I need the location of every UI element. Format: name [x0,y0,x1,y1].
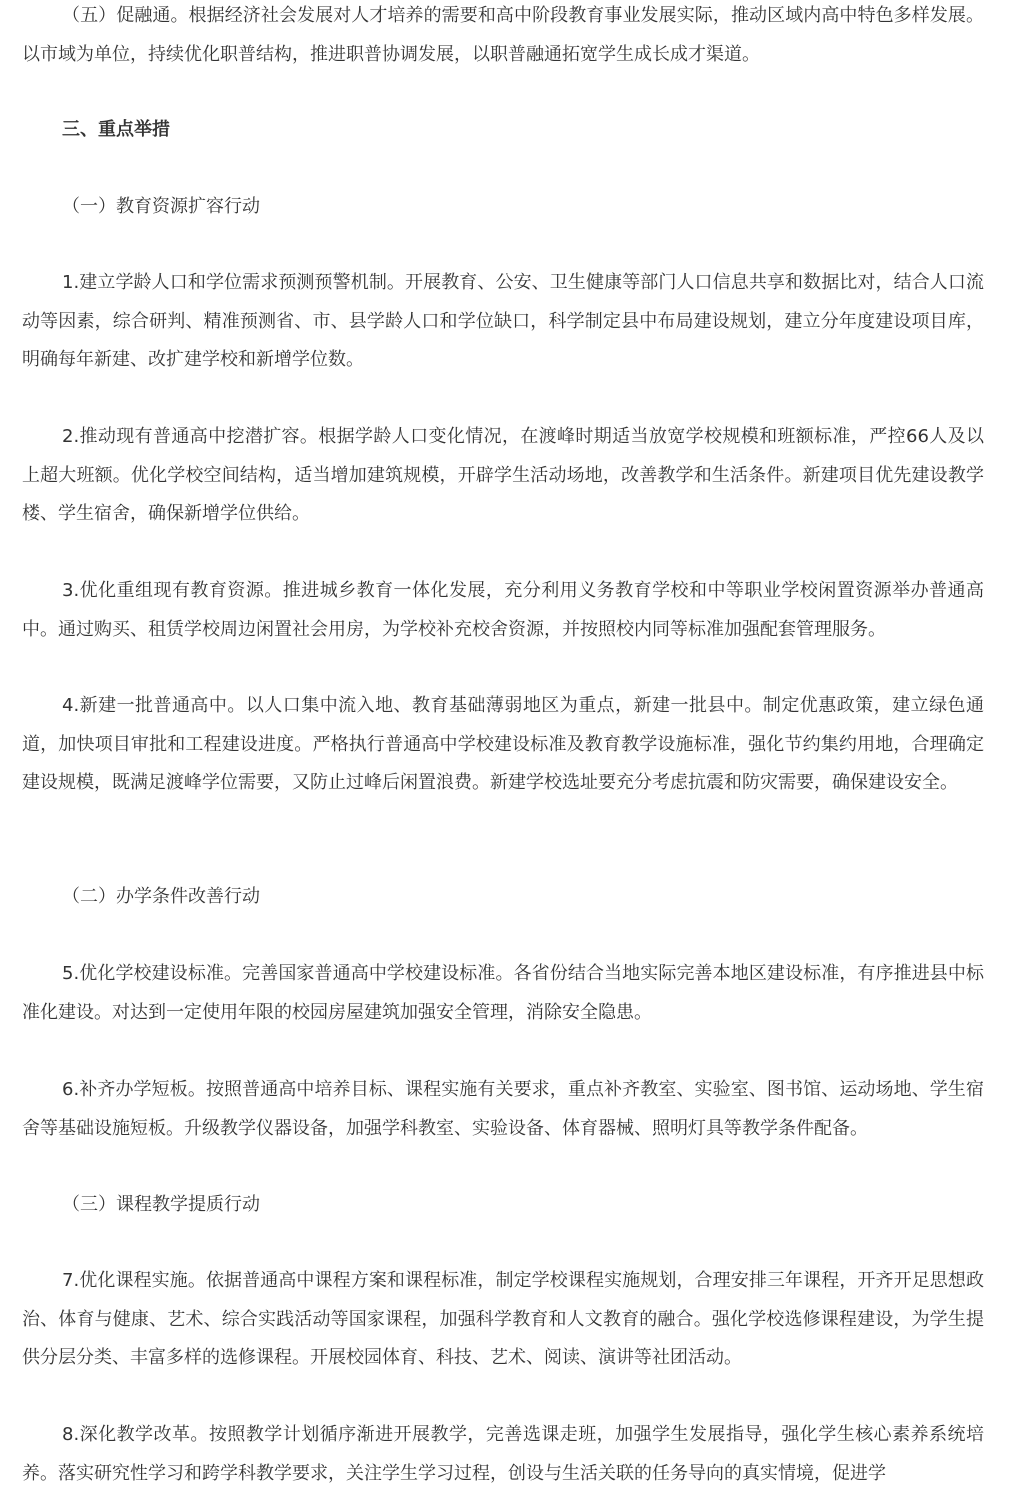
paragraph-item-7: 7.优化课程实施。依据普通高中课程方案和课程标准，制定学校课程实施规划，合理安排三年课程，开齐开足思想政治、体育与健康、艺术、综合实践活动等国家课程，加强科学教育和人文教育的融合。强化学校选修课程建设，为学生提供分层分类、丰富多样的选修课程。开展校园体育、科技、艺术、阅读、演讲等社团活动。 [22,1270,984,1369]
paragraph-item-5: 5.优化学校建设标准。完善国家普通高中学校建设标准。各省份结合当地实际完善本地区建设标准，有序推进县中标准化建设。对达到一定使用年限的校园房屋建筑加强安全管理，消除安全隐患。 [22,963,984,1023]
paragraph-item-3: 3.优化重组现有教育资源。推进城乡教育一体化发展，充分利用义务教育学校和中等职业学校闲置资源举办普通高中。通过购买、租赁学校周边闲置社会用房，为学校补充校舍资源，并按照校内同等标准加强配套管理服务。 [22,580,984,640]
paragraph-intro: （五）促融通。根据经济社会发展对人才培养的需要和高中阶段教育事业发展实际，推动区域内高中特色多样发展。以市域为单位，持续优化职普结构，推进职普协调发展，以职普融通拓宽学生成长成才渠道。 [22,5,984,65]
paragraph-item-6: 6.补齐办学短板。按照普通高中培养目标、课程实施有关要求，重点补齐教室、实验室、图书馆、运动场地、学生宿舍等基础设施短板。升级教学仪器设备，加强学科教室、实验设备、体育器械、照明灯具等教学条件配备。 [22,1079,984,1139]
paragraph-item-8: 8.深化教学改革。按照教学计划循序渐进开展教学，完善选课走班，加强学生发展指导，强化学生核心素养系统培养。落实研究性学习和跨学科教学要求，关注学生学习过程，创设与生活关联的任务导向的真实情境，促进学 [22,1424,984,1484]
subsection-title: （三）课程教学提质行动 [62,1194,260,1215]
subsection-title: （二）办学条件改善行动 [62,886,260,907]
paragraph-item-1: 1.建立学龄人口和学位需求预测预警机制。开展教育、公安、卫生健康等部门人口信息共享和数据比对，结合人口流动等因素，综合研判、精准预测省、市、县学龄人口和学位缺口，科学制定县中布局建设规划，建立分年度建设项目库，明确每年新建、改扩建学校和新增学位数。 [22,272,984,371]
section-title: 三、重点举措 [62,119,170,140]
paragraph-item-4: 4.新建一批普通高中。以人口集中流入地、教育基础薄弱地区为重点，新建一批县中。制定优惠政策，建立绿色通道，加快项目审批和工程建设进度。严格执行普通高中学校建设标准及教育教学设施标准，强化节约集约用地，合理确定建设规模，既满足渡峰学位需要，又防止过峰后闲置浪费。新建学校选址要充分考虑抗震和防灾需要，确保建设安全。 [22,695,984,794]
paragraph-item-2: 2.推动现有普通高中挖潜扩容。根据学龄人口变化情况，在渡峰时期适当放宽学校规模和班额标准，严控66人及以上超大班额。优化学校空间结构，适当增加建筑规模，开辟学生活动场地，改善教学和生活条件。新建项目优先建设教学楼、学生宿舍，确保新增学位供给。 [22,426,984,525]
subsection-title: （一）教育资源扩容行动 [62,196,260,217]
